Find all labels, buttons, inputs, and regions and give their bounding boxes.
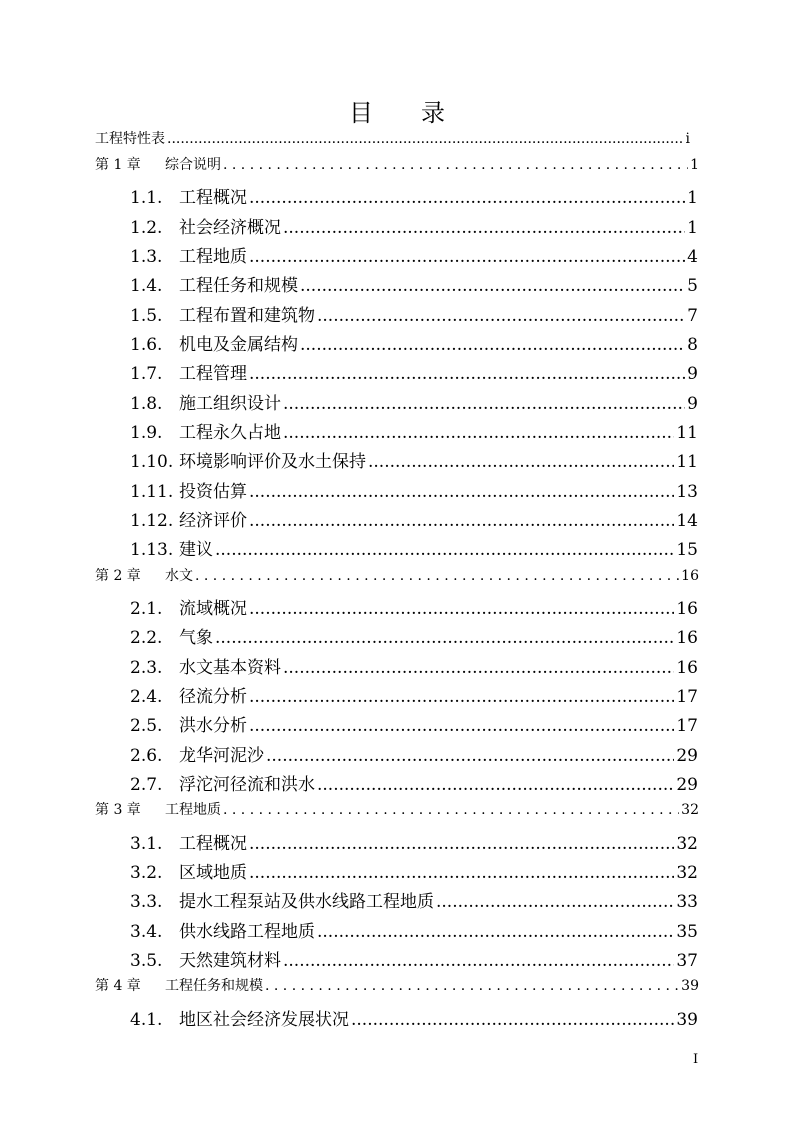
toc-entry-title: 机电及金属结构 [179,334,298,355]
toc-entry-page: 15 [676,540,698,561]
toc-entry-title: 投资估算 [179,481,247,502]
toc-leader [266,746,674,766]
toc-section-entry[interactable] [0,858,794,882]
toc-entry-title: 工程地质 [165,802,221,819]
toc-section-entry[interactable] [0,418,794,442]
toc-leader [249,482,674,502]
toc-entry-page: 39 [681,978,699,995]
toc-section-entry[interactable] [0,770,794,794]
toc-entry-number: 2.6. [130,745,163,766]
toc-entry-number: 1.4. [130,276,163,297]
toc-leader [167,131,684,147]
toc-section-entry[interactable] [0,887,794,911]
toc-heading [0,93,794,128]
toc-front-matter-entry[interactable] [0,128,794,152]
toc-entry-title: 地区社会经济发展状况 [179,1009,349,1030]
toc-leader [223,157,688,173]
toc-entry-number: 第 1 章 [95,157,141,173]
toc-leader [317,306,685,326]
toc-leader [215,628,674,648]
toc-chapter-entry[interactable] [0,565,794,589]
toc-entry-number: 1.12. [130,510,174,531]
toc-leader [283,218,685,238]
toc-section-entry[interactable] [0,242,794,266]
toc-section-entry[interactable] [0,506,794,530]
toc-entry-page: 29 [676,745,698,766]
toc-entry-page: 35 [676,921,698,942]
toc-leader [265,978,679,994]
toc-entry-number: 1.6. [130,334,163,355]
toc-entry-number: 1.13. [130,540,174,561]
toc-entry-number: 3.4. [130,921,163,942]
toc-leader [317,775,674,795]
toc-entry-number: 1.9. [130,422,163,443]
toc-leader [283,658,674,678]
toc-entry-number: 第 2 章 [95,567,141,584]
toc-entry-number: 3.5. [130,950,163,971]
toc-leader [300,335,685,355]
toc-entry-title: 浮沱河径流和洪水 [179,774,315,795]
toc-entry-title: 供水线路工程地质 [179,921,315,942]
toc-entry-page: 1 [687,188,698,209]
toc-section-entry[interactable] [0,271,794,295]
toc-entry-title: 工程管理 [179,364,247,385]
toc-entry-number: 2.7. [130,774,163,795]
toc-section-entry[interactable] [0,917,794,941]
toc-leader [249,364,685,384]
toc-entry-page: 11 [676,452,698,473]
toc-entry-title: 环境影响评价及水土保持 [179,452,366,473]
toc-leader [283,951,674,971]
toc-entry-title: 工程永久占地 [179,422,281,443]
toc-entry-title: 建议 [179,540,213,561]
toc-entry-page: 29 [676,774,698,795]
toc-leader [223,802,679,818]
toc-leader [283,423,674,443]
toc-section-entry[interactable] [0,1005,794,1029]
toc-entry-title: 工程特性表 [95,131,165,147]
toc-section-entry[interactable] [0,535,794,559]
toc-entry-number: 1.11. [130,481,174,502]
toc-entry-page: 8 [687,334,698,355]
toc-entry-title: 天然建筑材料 [179,950,281,971]
toc-entry-number: 3.2. [130,862,163,883]
toc-entry-page: 16 [676,657,698,678]
toc-entry-number: 1.2. [130,217,163,238]
toc-entry-title: 经济评价 [179,510,247,531]
toc-section-entry[interactable] [0,389,794,413]
toc-entry-page: i [685,131,690,147]
toc-entry-title: 洪水分析 [179,716,247,737]
toc-entry-number: 1.7. [130,364,163,385]
toc-entry-number: 2.3. [130,657,163,678]
toc-entry-page: 33 [676,892,698,913]
toc-section-entry[interactable] [0,653,794,677]
toc-entry-page: 9 [687,393,698,414]
toc-entry-page: 17 [676,716,698,737]
toc-entry-number: 4.1. [130,1009,163,1030]
toc-leader [249,511,674,531]
toc-entry-page: 39 [676,1009,698,1030]
toc-entry-title: 龙华河泥沙 [179,745,264,766]
toc-entry-page: 11 [676,422,698,443]
toc-entry-title: 径流分析 [179,686,247,707]
toc-entry-title: 施工组织设计 [179,393,281,414]
toc-section-entry[interactable] [0,447,794,471]
toc-leader [300,276,685,296]
toc-chapter-entry[interactable] [0,154,794,178]
toc-entry-number: 2.4. [130,686,163,707]
toc-leader [215,540,674,560]
toc-entry-page: 4 [687,246,698,267]
toc-entry-title: 工程任务和规模 [179,276,298,297]
toc-entry-number: 第 4 章 [95,978,141,995]
toc-entry-page: 9 [687,364,698,385]
toc-heading-left: 目 [349,99,373,127]
toc-section-entry[interactable] [0,829,794,853]
toc-chapter-entry[interactable] [0,799,794,823]
toc-entry-title: 工程概况 [179,833,247,854]
toc-section-entry[interactable] [0,682,794,706]
toc-entry-number: 1.8. [130,393,163,414]
toc-section-entry[interactable] [0,183,794,207]
toc-leader [283,394,685,414]
toc-entry-page: 13 [676,481,698,502]
toc-section-entry[interactable] [0,359,794,383]
toc-leader [317,922,674,942]
toc-entry-page: 32 [681,802,699,819]
toc-entry-page: 16 [676,628,698,649]
toc-entry-title: 社会经济概况 [179,217,281,238]
toc-entry-number: 1.5. [130,305,163,326]
toc-entry-page: 16 [676,598,698,619]
toc-leader [249,599,674,619]
toc-entry-page: 32 [676,862,698,883]
toc-entry-title: 区域地质 [179,862,247,883]
toc-entry-number: 2.1. [130,598,163,619]
toc-entry-number: 1.3. [130,246,163,267]
toc-leader [368,452,674,472]
toc-leader [249,863,674,883]
toc-entry-page: 1 [690,157,699,173]
toc-entry-title: 气象 [179,628,213,649]
toc-entry-page: 37 [676,950,698,971]
toc-entry-title: 综合说明 [165,157,221,173]
toc-entry-number: 3.1. [130,833,163,854]
toc-entry-page: 16 [681,567,699,584]
toc-entry-title: 水文 [165,567,193,584]
toc-section-entry[interactable] [0,594,794,618]
toc-entry-page: 17 [676,686,698,707]
toc-section-entry[interactable] [0,477,794,501]
toc-entry-number: 2.5. [130,716,163,737]
toc-entry-title: 工程布置和建筑物 [179,305,315,326]
toc-chapter-entry[interactable] [0,975,794,999]
toc-leader [351,1010,674,1030]
toc-entry-number: 3.3. [130,892,163,913]
toc-entry-number: 第 3 章 [95,802,141,819]
toc-leader [195,568,679,584]
toc-leader [436,892,674,912]
toc-entry-number: 1.1. [130,188,163,209]
toc-entry-title: 工程地质 [179,246,247,267]
toc-leader [249,687,674,707]
toc-entry-title: 流域概况 [179,598,247,619]
toc-entry-page: 14 [676,510,698,531]
toc-leader [249,834,674,854]
toc-section-entry[interactable] [0,711,794,735]
toc-entry-number: 2.2. [130,628,163,649]
toc-section-entry[interactable] [0,741,794,765]
toc-entry-title: 工程任务和规模 [165,978,263,995]
toc-section-entry[interactable] [0,213,794,237]
toc-heading-right: 录 [421,99,445,127]
toc-entry-number: 1.10. [130,452,174,473]
page-number: I [693,1052,699,1067]
toc-section-entry[interactable] [0,623,794,647]
toc-leader [249,188,685,208]
toc-leader [249,716,674,736]
toc-leader [249,247,685,267]
toc-entry-page: 7 [687,305,698,326]
toc-section-entry[interactable] [0,301,794,325]
toc-entry-page: 5 [687,276,698,297]
toc-entry-page: 1 [687,217,698,238]
toc-section-entry[interactable] [0,946,794,970]
toc-entry-page: 32 [676,833,698,854]
toc-entry-title: 水文基本资料 [179,657,281,678]
toc-entry-title: 提水工程泵站及供水线路工程地质 [179,892,434,913]
toc-section-entry[interactable] [0,330,794,354]
toc-entry-title: 工程概况 [179,188,247,209]
